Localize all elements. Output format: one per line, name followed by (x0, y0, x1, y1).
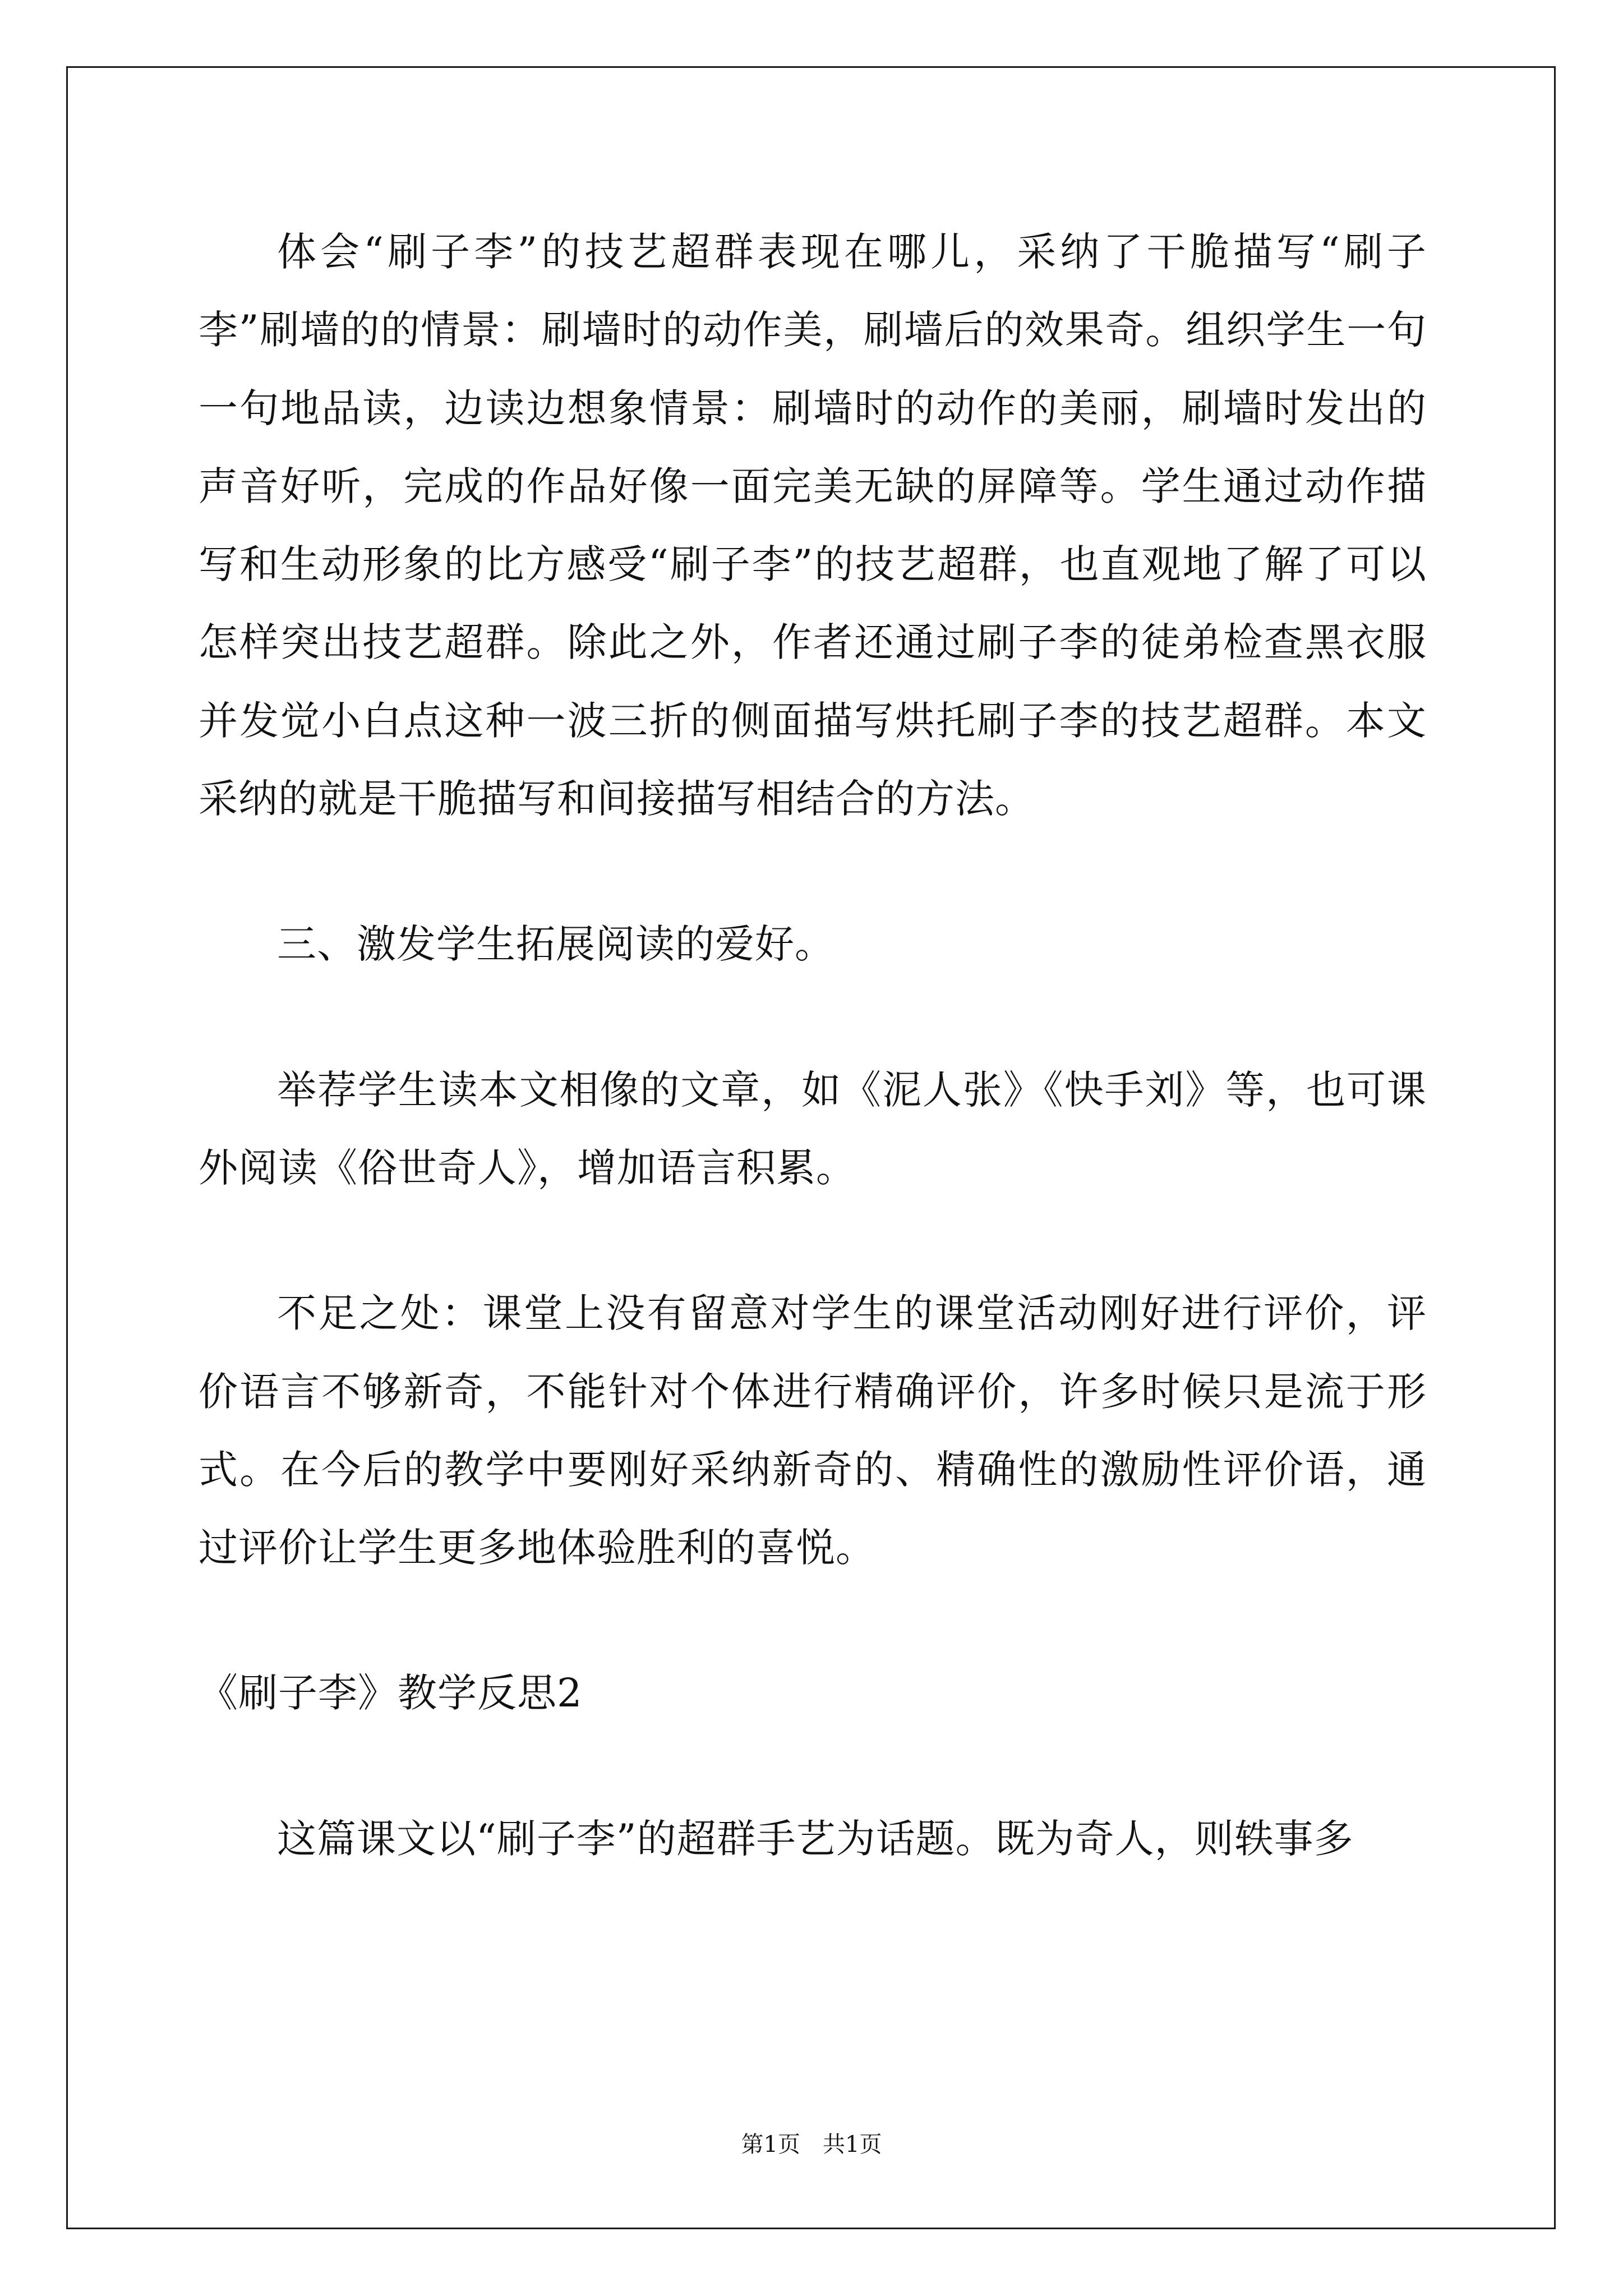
section-title: 《刷子李》教学反思2 (199, 1670, 583, 1717)
paragraph: 举荐学生读本文相像的文章，如《泥人张》《快手刘》等，也可课外阅读《俗世奇人》，增加语言积累。 (199, 1066, 1427, 1191)
paragraph: 三、激发学生拓展阅读的爱好。 (277, 921, 834, 968)
paragraph: 这篇课文以“刷子李”的超群手艺为话题。既为奇人，则轶事多 (277, 1815, 1354, 1862)
paragraph: 不足之处：课堂上没有留意对学生的课堂活动刚好进行评价，评价语言不够新奇，不能针对个体进行精确评价，许多时候只是流于形式。在今后的教学中要刚好采纳新奇的、精确性的激励性评价语，通过评价让学生更多地体验胜利的喜悦。 (199, 1290, 1427, 1571)
document-body (199, 213, 1427, 1878)
paragraph: 体会“刷子李”的技艺超群表现在哪儿，采纳了干脆描写“刷子李”刷墙的的情景：刷墙时的动作美，刷墙后的效果奇。组织学生一句一句地品读，边读边想象情景：刷墙时的动作的美丽，刷墙时发出的声音好听，完成的作品好像一面完美无缺的屏障等。学生通过动作描写和生动形象的比方感受“刷子李”的技艺超群，也直观地了解了可以怎样突出技艺超群。除此之外，作者还通过刷子李的徒弟检查黑衣服并发觉小白点这种一波三折的侧面描写烘托刷子李的技艺超群。本文采纳的就是干脆描写和间接描写相结合的方法。 (199, 229, 1427, 822)
page-footer: 第1页 共1页 (741, 2132, 882, 2157)
